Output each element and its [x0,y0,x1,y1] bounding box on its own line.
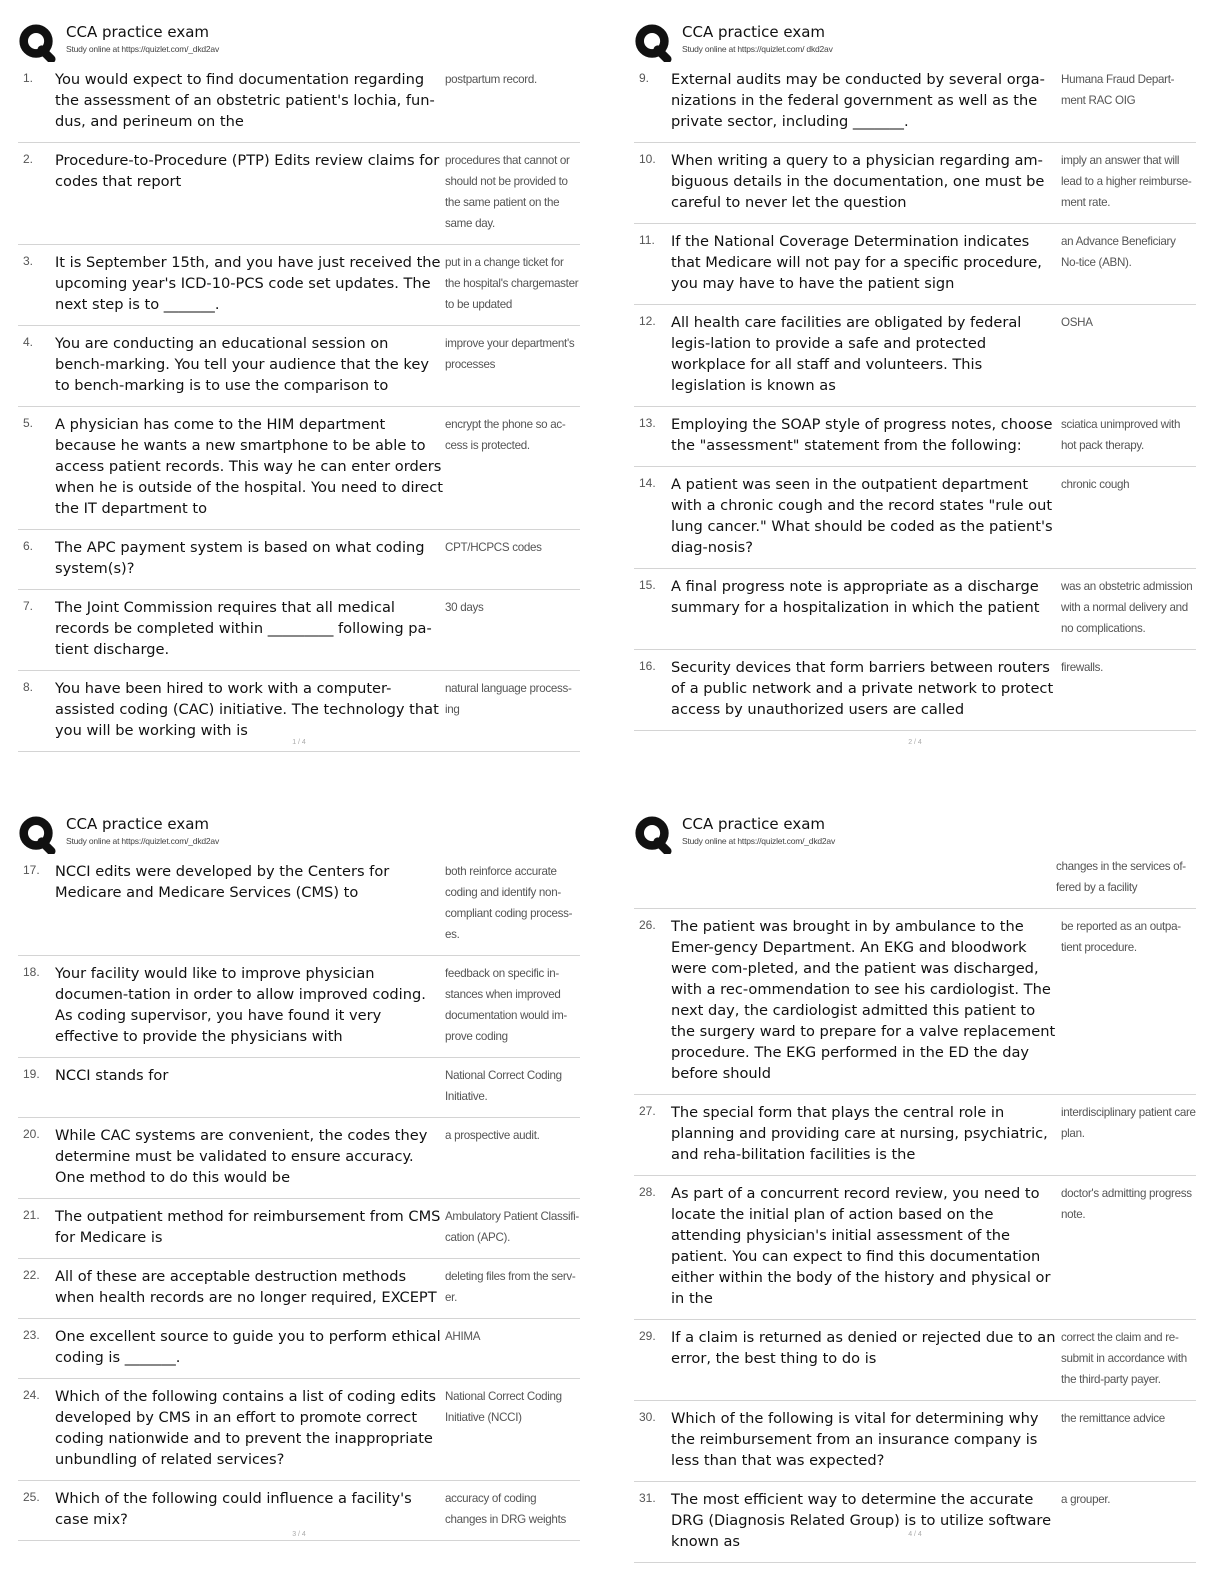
card-definition: was an obstetric admission with a normal delivery and no complications. [1061,580,1193,635]
card-number: 27. [639,1104,656,1118]
card-term: The Joint Commission requires that all medical records be completed within _________ following pa-tient discharge. [55,599,432,658]
card-definition: improve your department's processes [445,337,575,371]
card-term: Which of the following could influence a facility's case mix? [55,1490,412,1528]
card-number: 12. [639,314,656,328]
card-number: 15. [639,578,656,592]
card-number: 5. [23,416,34,430]
page-title: CCA practice exam [66,815,210,833]
flashcard [18,407,580,530]
card-definition: changes in the services of-fered by a facility [1056,860,1186,894]
card-definition: interdisciplinary patient care plan. [1061,1106,1196,1140]
card-number: 17. [23,863,40,877]
study-online-link[interactable]: Study online at https://quizlet.com/_dkd2av [682,836,835,846]
card-term: Your facility would like to improve physician documen-tation in order to allow improved coding. As coding supervisor, you have found it very effective to provide the physicians with [55,965,426,1045]
page-number: 3 / 4 [292,1531,306,1538]
flashcard [634,650,1196,731]
flashcard [18,1319,580,1379]
quizlet-logo-icon [634,816,672,854]
page-2 [634,20,1196,760]
card-number: 13. [639,416,656,430]
card-number: 18. [23,965,40,979]
flashcard [18,326,580,407]
card-list [18,854,580,1541]
card-definition: be reported as an outpa-tient procedure. [1061,920,1181,954]
page-1 [18,20,580,760]
card-term: All health care facilities are obligated by federal legis-lation to provide a safe and protected workplace for all staff and volunteers. This legislation is known as [671,314,1022,394]
quizlet-logo-icon [634,24,672,62]
card-term: Which of the following is vital for determining why the reimbursement from an insurance company is less than that was expected? [671,1410,1039,1469]
flashcard [634,305,1196,407]
page-number: 4 / 4 [908,1531,922,1538]
card-definition: correct the claim and re-submit in accordance with the third-party payer. [1061,1331,1187,1386]
card-definition: 30 days [445,601,484,614]
card-term: While CAC systems are convenient, the codes they determine must be validated to ensure accuracy. One method to do this would be [55,1127,428,1186]
card-term: The outpatient method for reimbursement from CMS for Medicare is [55,1208,441,1246]
card-definition: doctor's admitting progress note. [1061,1187,1192,1221]
flashcard [18,956,580,1058]
flashcard [634,1482,1196,1563]
card-number: 7. [23,599,34,613]
flashcard [18,1199,580,1259]
card-definition: feedback on specific in-stances when improved documentation would im-prove coding [445,967,567,1043]
card-term: The most efficient way to determine the accurate DRG (Diagnosis Related Group) is to utilize software known as [671,1491,1052,1550]
card-number: 21. [23,1208,40,1222]
flashcard [18,530,580,590]
flashcard [634,1176,1196,1320]
card-definition: AHIMA [445,1330,481,1343]
card-definition: deleting files from the serv-er. [445,1270,576,1304]
card-definition: National Correct Coding Initiative. [445,1069,562,1103]
flashcard-continued [634,854,1196,909]
card-number: 22. [23,1268,40,1282]
card-definition: CPT/HCPCS codes [445,541,542,554]
quizlet-logo-icon [18,816,56,854]
study-online-link[interactable]: Study online at https://quizlet.com/_dkd2av [66,44,219,54]
card-term: A patient was seen in the outpatient department with a chronic cough and the record states "rule out lung cancer." What should be coded as the patient's diag-nosis? [671,476,1053,556]
quizlet-logo-icon [18,24,56,62]
card-definition: procedures that cannot or should not be provided to the same patient on the same day. [445,154,570,230]
card-definition: Humana Fraud Depart-ment RAC OIG [1061,73,1175,107]
card-number: 8. [23,680,34,694]
page-title: CCA practice exam [66,23,210,41]
card-term: You would expect to find documentation regarding the assessment of an obstetric patient's lochia, fun-dus, and perineum on the [55,71,435,130]
card-list [634,62,1196,731]
card-number: 19. [23,1067,40,1081]
page-3 [18,812,580,1552]
card-term: A physician has come to the HIM department because he wants a new smartphone to be able to access patient records. This way he can enter orders when he is outside of the hospital. You need to direct the IT department to [55,416,443,517]
flashcard [634,1095,1196,1176]
card-definition: a prospective audit. [445,1129,540,1142]
card-number: 4. [23,335,34,349]
study-online-link[interactable]: Study online at https://quizlet.com/ dkd2av [682,44,833,54]
flashcard [634,407,1196,467]
card-definition: put in a change ticket for the hospital's chargemaster to be updated [445,256,579,311]
flashcard [18,1259,580,1319]
card-term: You are conducting an educational session on bench-marking. You tell your audience that the key to bench-marking is to use the comparison to [55,335,429,394]
page-number: 1 / 4 [292,739,306,746]
card-term: You have been hired to work with a computer-assisted coding (CAC) initiative. The technology that you will be working with is [55,680,439,739]
card-list [634,854,1196,1563]
page-header [634,20,1196,62]
flashcard [18,1118,580,1199]
card-number: 16. [639,659,656,673]
flashcard [634,1401,1196,1482]
card-number: 6. [23,539,34,553]
card-number: 28. [639,1185,656,1199]
card-definition: sciatica unimproved with hot pack therapy. [1061,418,1181,452]
card-term: The special form that plays the central role in planning and providing care at nursing, psychiatric, and reha-bilitation facilities is the [671,1104,1048,1163]
card-term: It is September 15th, and you have just received the upcoming year's ICD-10-PCS code set updates. The next step is to _______. [55,254,441,313]
card-term: When writing a query to a physician regarding am-biguous details in the documentation, one must be careful to never let the question [671,152,1045,211]
flashcard [634,224,1196,305]
card-list [18,62,580,752]
card-number: 30. [639,1410,656,1424]
flashcard [18,143,580,245]
card-definition: an Advance Beneficiary No-tice (ABN). [1061,235,1176,269]
card-number: 9. [639,71,650,85]
page-header [18,20,580,62]
card-number: 25. [23,1490,40,1504]
flashcard [18,62,580,143]
card-term: The patient was brought in by ambulance to the Emer-gency Department. An EKG and bloodwork were com-pleted, and the patient was discharged, with a rec-ommendation to see his cardiologist. The next day, the cardiologist admitted this patient to the surgery ward to prepare for a valve replacement procedure. The EKG performed in the ED the day before should [671,918,1056,1082]
flashcard [634,143,1196,224]
card-number: 2. [23,152,34,166]
card-definition: postpartum record. [445,73,537,86]
card-definition: chronic cough [1061,478,1130,491]
card-number: 20. [23,1127,40,1141]
page-header [634,812,1196,854]
card-definition: accuracy of coding changes in DRG weights [445,1492,566,1526]
card-definition: imply an answer that will lead to a higher reimburse-ment rate. [1061,154,1192,209]
card-number: 29. [639,1329,656,1343]
card-term: Procedure-to-Procedure (PTP) Edits review claims for codes that report [55,152,440,190]
card-term: External audits may be conducted by several orga-nizations in the federal government as well as the private sector, including _______. [671,71,1045,130]
flashcard [18,245,580,326]
page-title: CCA practice exam [682,23,826,41]
card-term: If a claim is returned as denied or rejected due to an error, the best thing to do is [671,1329,1056,1367]
card-term: One excellent source to guide you to perform ethical coding is _______. [55,1328,441,1366]
page-title: CCA practice exam [682,815,826,833]
page-number: 2 / 4 [908,739,922,746]
flashcard [634,909,1196,1095]
card-definition: firewalls. [1061,661,1104,674]
card-term: As part of a concurrent record review, you need to locate the initial plan of action based on the attending physician's initial assessment of the patient. You can expect to find this documentation either within the body of the history and physical or in the [671,1185,1051,1307]
card-term: All of these are acceptable destruction methods when health records are no longer required, EXCEPT [55,1268,437,1306]
card-definition: both reinforce accurate coding and identify non-compliant coding process-es. [445,865,573,941]
card-number: 11. [639,233,655,247]
flashcard [634,569,1196,650]
card-number: 23. [23,1328,40,1342]
flashcard [18,1058,580,1118]
flashcard [634,1320,1196,1401]
flashcard [18,1379,580,1481]
card-term: NCCI stands for [55,1067,169,1084]
flashcard [18,854,580,956]
card-number: 14. [639,476,656,490]
card-definition: a grouper. [1061,1493,1111,1506]
card-definition: encrypt the phone so ac-cess is protected. [445,418,566,452]
card-definition: National Correct Coding Initiative (NCCI) [445,1390,562,1424]
card-term: NCCI edits were developed by the Centers for Medicare and Medicare Services (CMS) to [55,863,390,901]
card-definition: Ambulatory Patient Classifi-cation (APC). [445,1210,579,1244]
card-definition: the remittance advice [1061,1412,1165,1425]
card-number: 24. [23,1388,40,1402]
card-number: 3. [23,254,34,268]
card-number: 31. [639,1491,656,1505]
card-term: The APC payment system is based on what coding system(s)? [55,539,425,577]
card-term: If the National Coverage Determination indicates that Medicare will not pay for a specific procedure, you may have to have the patient sign [671,233,1042,292]
flashcard [18,590,580,671]
page-header [18,812,580,854]
study-online-link[interactable]: Study online at https://quizlet.com/_dkd2av [66,836,219,846]
card-number: 26. [639,918,656,932]
card-term: Which of the following contains a list of coding edits developed by CMS in an effort to promote correct coding nationwide and to prevent the inappropriate unbundling of related services? [55,1388,437,1468]
card-term: A final progress note is appropriate as a discharge summary for a hospitalization in which the patient [671,578,1040,616]
flashcard [634,467,1196,569]
card-definition: natural language process-ing [445,682,572,716]
card-term: Employing the SOAP style of progress notes, choose the "assessment" statement from the following: [671,416,1053,454]
flashcard [634,62,1196,143]
card-number: 1. [23,71,34,85]
page-4 [634,812,1196,1552]
card-number: 10. [639,152,656,166]
card-definition: OSHA [1061,316,1093,329]
card-term: Security devices that form barriers between routers of a public network and a private network to protect access by unauthorized users are called [671,659,1054,718]
